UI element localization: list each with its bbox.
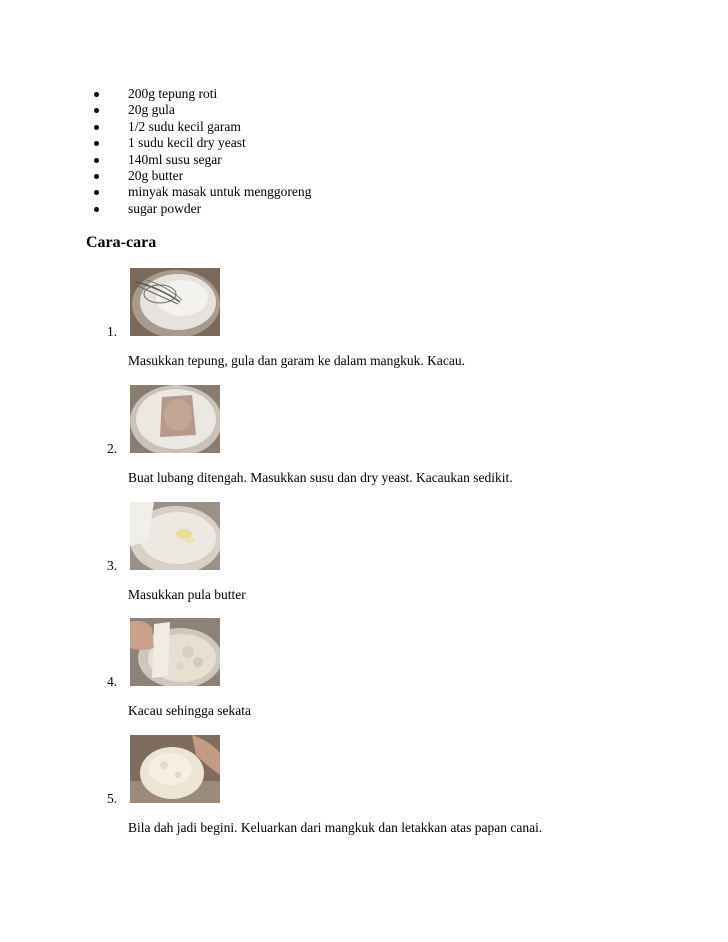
bullet-icon	[94, 141, 99, 146]
ingredient-item: 20g butter	[92, 168, 311, 184]
method-step	[0, 618, 728, 734]
bullet-icon	[94, 108, 99, 113]
bullet-icon	[94, 190, 99, 195]
flour-whisk-photo	[130, 268, 220, 336]
dough-ball-photo	[130, 735, 220, 803]
step-text: Kacau sehingga sekata	[128, 703, 251, 718]
butter-photo	[130, 502, 220, 570]
bullet-icon	[94, 125, 99, 130]
method-step	[0, 735, 728, 851]
milk-yeast-photo	[130, 385, 220, 453]
ingredient-item: 140ml susu segar	[92, 152, 311, 168]
ingredient-item: minyak masak untuk menggoreng	[92, 184, 311, 200]
method-step	[0, 385, 728, 501]
step-text: Masukkan pula butter	[128, 587, 246, 602]
method-step	[0, 268, 728, 384]
step-text: Bila dah jadi begini. Keluarkan dari mangkuk dan letakkan atas papan canai.	[128, 820, 543, 835]
bullet-icon	[94, 158, 99, 163]
mixing-photo	[130, 618, 220, 686]
step-text: Buat lubang ditengah. Masukkan susu dan dry yeast. Kacaukan sedikit.	[128, 470, 513, 485]
bullet-icon	[94, 207, 99, 212]
step-number: 3.	[107, 558, 118, 573]
step-number: 1.	[107, 324, 118, 339]
method-heading: Cara-cara	[86, 234, 157, 251]
step-number: 2.	[107, 441, 118, 456]
bullet-icon	[94, 92, 99, 97]
step-number: 4.	[107, 674, 118, 689]
ingredient-item: 20g gula	[92, 102, 311, 118]
ingredient-item: 200g tepung roti	[92, 86, 311, 102]
ingredient-item: 1 sudu kecil dry yeast	[92, 135, 311, 151]
bullet-icon	[94, 174, 99, 179]
ingredient-item: sugar powder	[92, 201, 311, 217]
step-number: 5.	[107, 791, 118, 806]
ingredient-item: 1/2 sudu kecil garam	[92, 119, 311, 135]
ingredient-list	[92, 86, 311, 217]
method-step	[0, 502, 728, 618]
step-text: Masukkan tepung, gula dan garam ke dalam mangkuk. Kacau.	[128, 353, 466, 368]
